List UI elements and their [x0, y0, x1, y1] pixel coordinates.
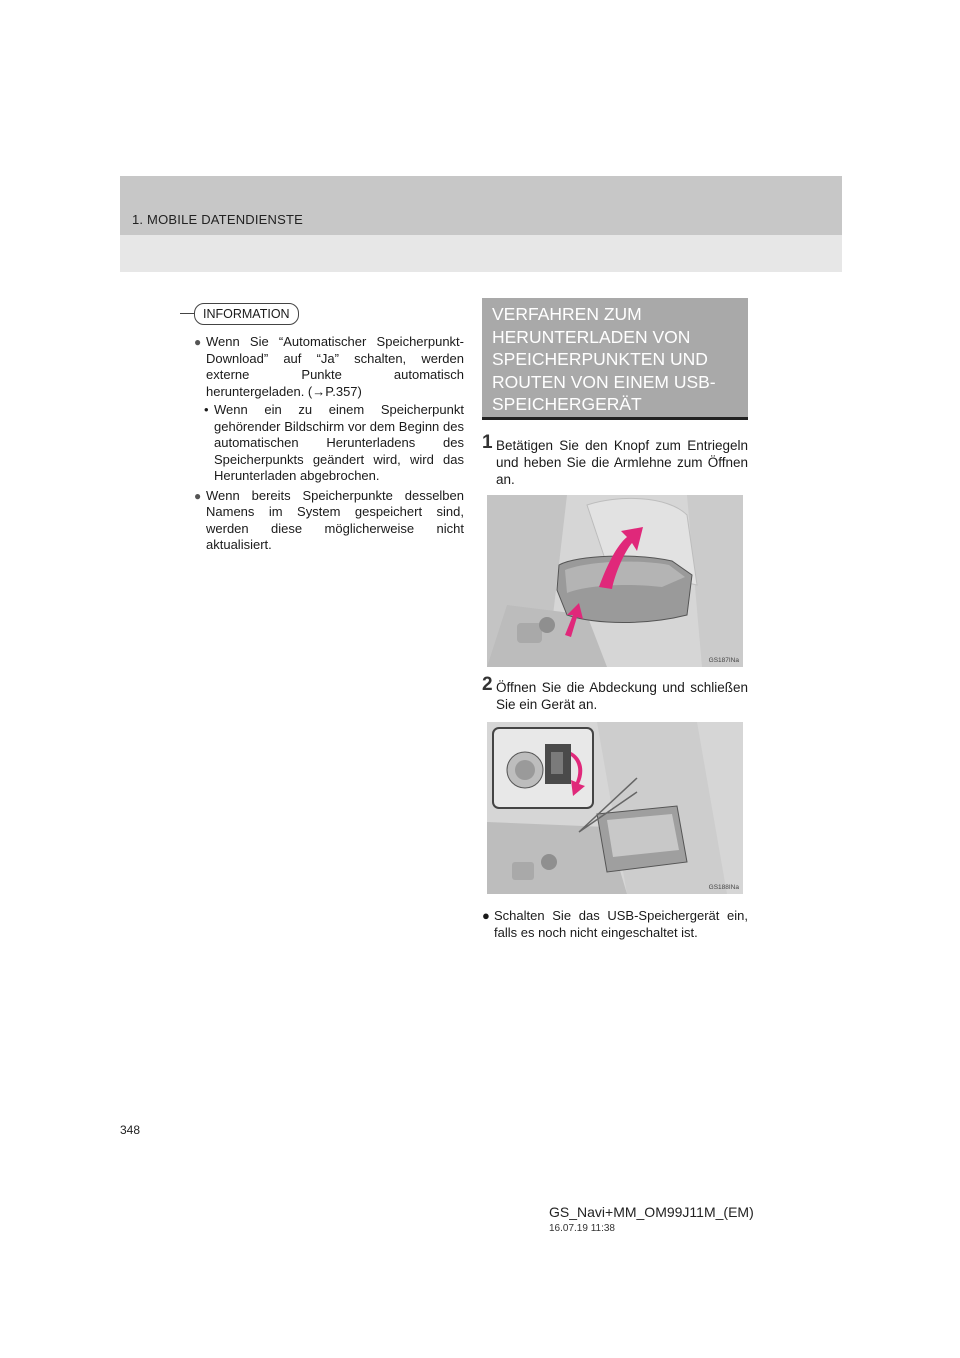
section-heading-line: HERUNTERLADEN VON: [492, 326, 691, 347]
page-number: 348: [120, 1123, 141, 1137]
information-content: [194, 334, 464, 556]
usb-port-illustration: [487, 722, 743, 894]
step-number: 1: [482, 432, 493, 453]
step-text: Betätigen Sie den Knopf zum Entriegeln und heben Sie die Armlehne zum Öffnen an.: [496, 438, 748, 487]
section-heading-line: VERFAHREN ZUM: [492, 304, 642, 324]
bullet-icon: ●: [194, 488, 202, 503]
bullet-icon: ●: [194, 335, 202, 349]
information-item-text: Wenn Sie “Automatischer Speicherpunkt-Download” auf “Ja” schalten, werden externe Punkte automatisch heruntergeladen. (→P.357): [206, 334, 464, 399]
information-sub-item: [194, 402, 464, 485]
section-heading-line: SPEICHERGERÄT: [492, 394, 642, 414]
step-2: [482, 674, 748, 713]
figure-usb-port: [487, 722, 743, 894]
information-label: INFORMATION: [194, 303, 299, 325]
information-item: [194, 334, 464, 400]
note-text: Schalten Sie das USB-Speichergerät ein, falls es noch nicht eingeschaltet ist.: [494, 908, 748, 940]
step-number: 2: [482, 674, 493, 695]
figure-armrest: [487, 495, 743, 667]
section-title: 1. MOBILE DATENDIENSTE: [132, 212, 304, 227]
sub-bullet-icon: •: [204, 402, 209, 417]
section-heading-line: SPEICHERPUNKTEN UND: [492, 349, 708, 369]
bullet-icon: ●: [482, 908, 490, 923]
step-1: [482, 432, 748, 488]
armrest-illustration: [487, 495, 743, 667]
information-sub-item-text: Wenn ein zu einem Speicherpunkt gehörender Bildschirm vor dem Beginn des automatischen Herunterladens des Speicherpunkts geändert wird, wird das Herunterladen abgebrochen.: [214, 402, 464, 483]
step-text: Öffnen Sie die Abdeckung und schließen Sie ein Gerät an.: [496, 680, 748, 712]
figure-caption: GS187INa: [708, 657, 739, 664]
section-heading-line: ROUTEN VON EINEM USB-: [492, 371, 716, 392]
information-rule: [180, 313, 194, 314]
information-item-text: Wenn bereits Speicherpunkte desselben Namens im System gespeichert sind, werden diese möglicherweise nicht aktualisiert.: [206, 487, 464, 552]
note: [482, 908, 748, 941]
timestamp: 16.07.19 11:38: [549, 1223, 615, 1234]
information-item: [194, 488, 464, 554]
section-heading: [482, 298, 748, 420]
figure-caption: GS188INa: [708, 884, 739, 891]
document-code: GS_Navi+MM_OM99J11M_(EM): [549, 1204, 754, 1220]
